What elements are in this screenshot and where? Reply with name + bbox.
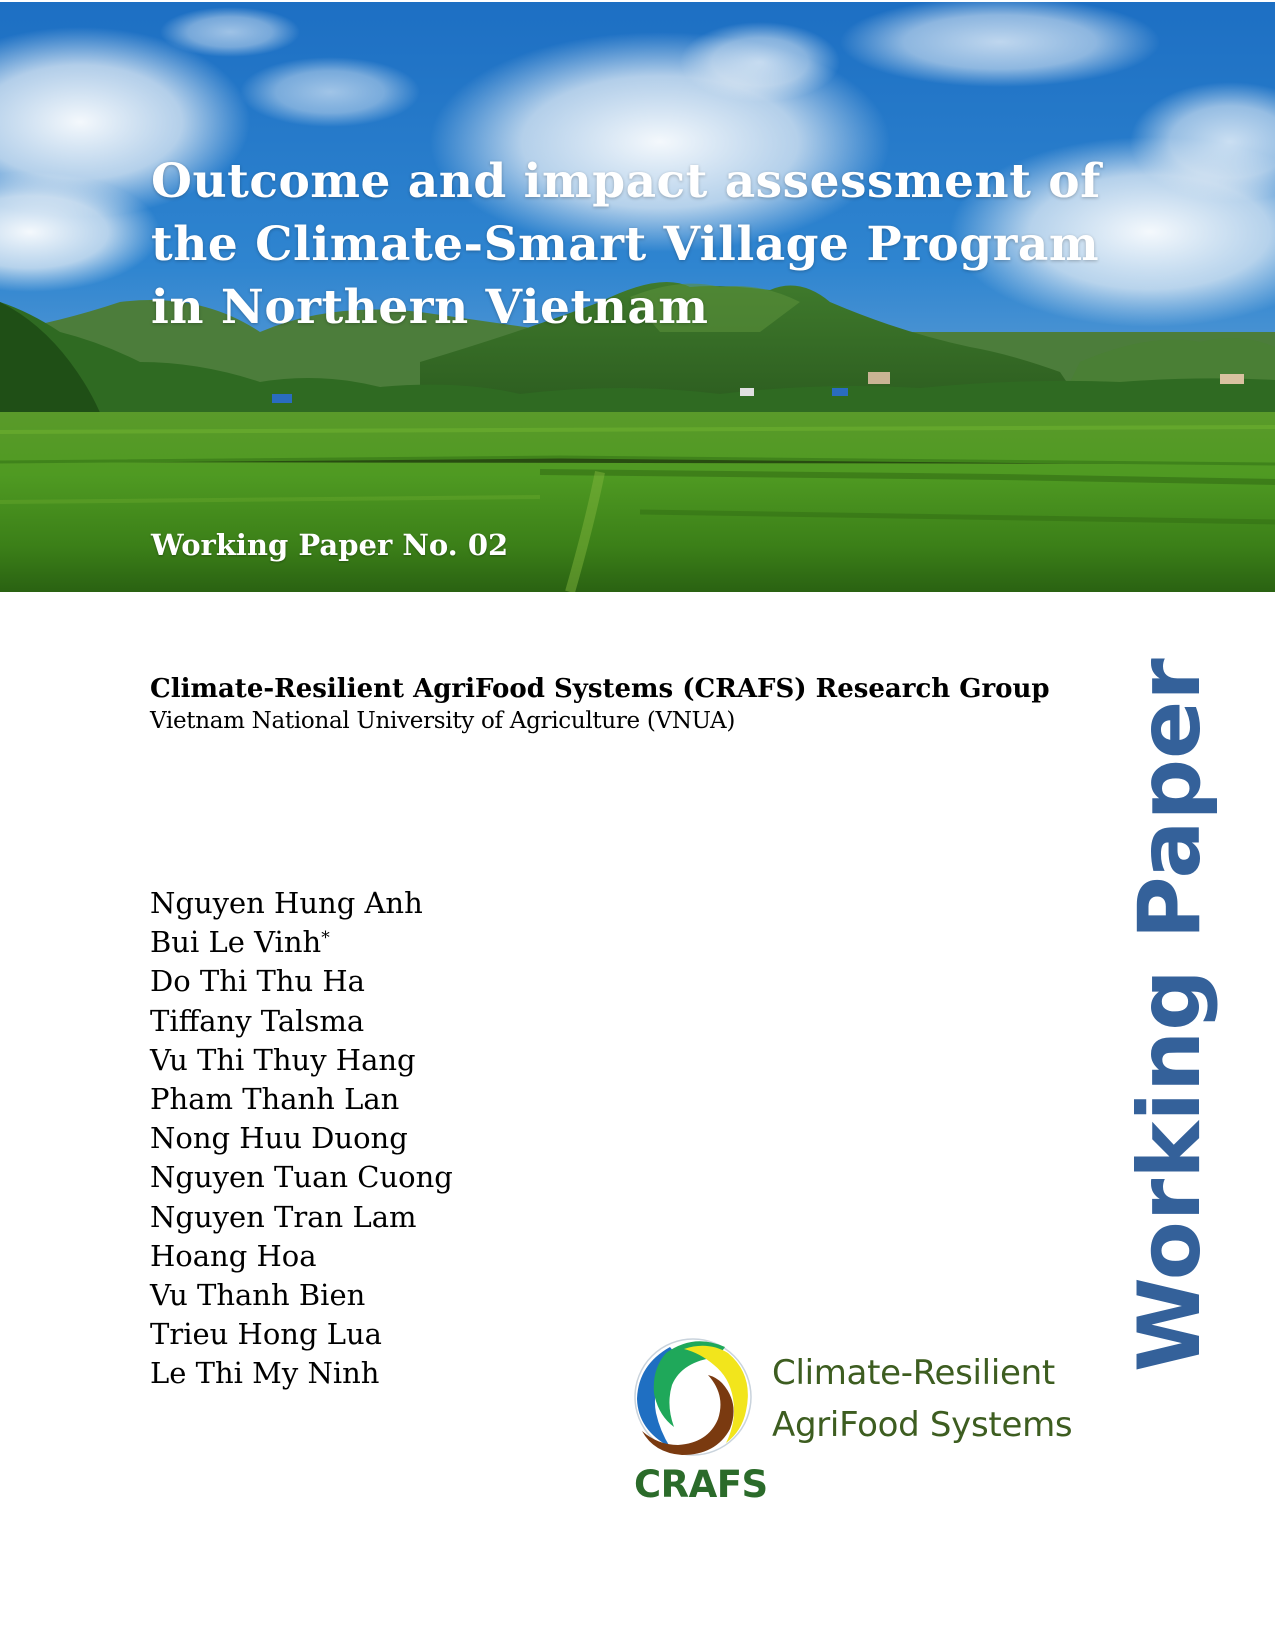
corresponding-author-mark: * [321,928,330,949]
working-paper-side-label: Working Paper [1120,658,1220,1372]
working-paper-number: Working Paper No. 02 [151,528,509,562]
author-item: Bui Le Vinh* [150,925,330,960]
title-line-3: in Northern Vietnam [151,280,709,335]
author-item: Do Thi Thu Ha [150,964,365,999]
author-item: Hoang Hoa [150,1238,317,1273]
author-item: Nguyen Hung Anh [150,886,423,920]
institution-name: Vietnam National University of Agriculture (VNUA) [150,708,736,734]
title-line-1: Outcome and impact assessment of [151,154,1101,209]
cover-hero-image [0,2,1275,592]
author-item: Pham Thanh Lan [150,1081,400,1116]
author-item: Le Thi My Ninh [150,1356,380,1391]
logo-acronym: CRAFS [634,1463,768,1506]
research-group-block [150,672,1050,736]
crafs-logo [630,1335,1090,1515]
logo-line-1: Climate-Resilient [772,1353,1055,1393]
author-item: Nguyen Tran Lam [150,1199,417,1234]
author-item: Nguyen Tuan Cuong [150,1160,453,1195]
author-item: Vu Thanh Bien [150,1277,366,1312]
report-title [151,150,1101,339]
logo-line-2: AgriFood Systems [772,1405,1073,1445]
research-group-name: Climate-Resilient AgriFood Systems (CRAFS) Research Group [150,674,1050,704]
crafs-swirl-logo-icon [630,1335,760,1465]
title-line-2: the Climate-Smart Village Program [151,217,1100,272]
author-item: Nong Huu Duong [150,1121,408,1156]
author-list [150,884,453,1393]
author-item: Trieu Hong Lua [150,1317,382,1352]
author-item: Tiffany Talsma [150,1003,365,1038]
author-item: Vu Thi Thuy Hang [150,1042,416,1077]
